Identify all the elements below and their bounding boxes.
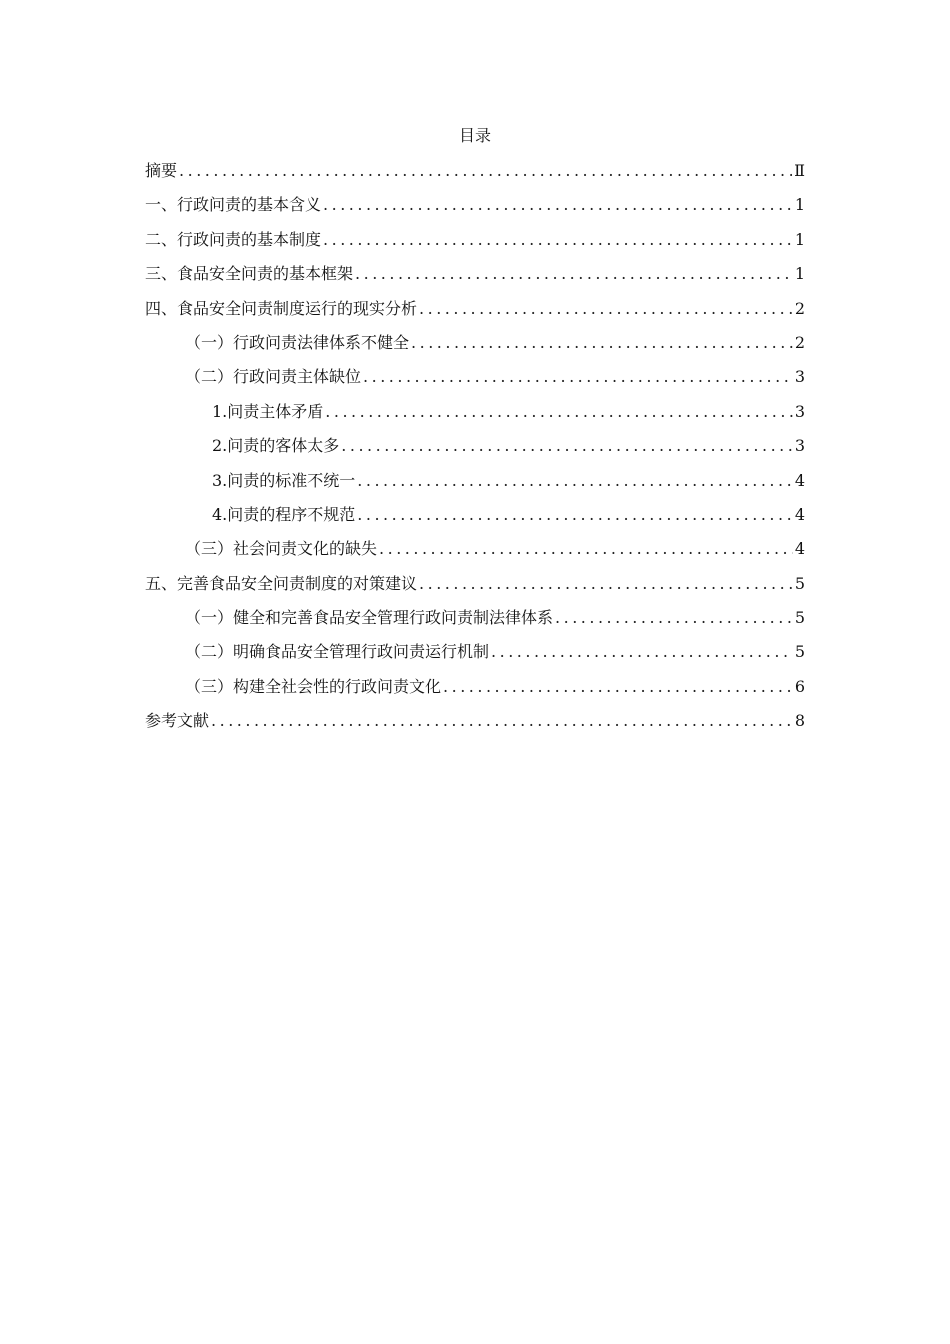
toc-dot-leader xyxy=(179,154,792,188)
toc-page-number: 1 xyxy=(794,195,805,215)
toc-entry-text: 2.问责的客体太多 xyxy=(212,436,340,456)
toc-dot-leader xyxy=(341,429,793,463)
toc-page-number: 1 xyxy=(794,264,805,284)
toc-dot-leader xyxy=(357,498,793,532)
toc-dot-leader xyxy=(355,257,793,291)
toc-page-number: 4 xyxy=(794,470,805,490)
toc-entry[interactable] xyxy=(145,360,805,394)
toc-entry-text: 1.问责主体矛盾 xyxy=(212,401,324,421)
toc-dot-leader xyxy=(419,567,793,601)
toc-dot-leader xyxy=(357,464,793,498)
toc-entry-text: 一、行政问责的基本含义 xyxy=(145,195,322,215)
toc-entry-text: （一）行政问责法律体系不健全 xyxy=(185,332,410,352)
toc-entry-text: （三）构建全社会性的行政问责文化 xyxy=(185,676,442,696)
toc-entry[interactable] xyxy=(145,704,805,738)
toc-entry[interactable] xyxy=(145,429,805,463)
toc-entry-text: （二）行政问责主体缺位 xyxy=(185,367,362,387)
toc-entry[interactable] xyxy=(145,188,805,222)
toc-entry[interactable] xyxy=(145,223,805,257)
toc-page-number: 8 xyxy=(794,711,805,731)
toc-page-number: 1 xyxy=(794,229,805,249)
toc-entry[interactable] xyxy=(145,154,805,188)
toc-entry-text: 二、行政问责的基本制度 xyxy=(145,229,322,249)
toc-entry-text: 参考文献 xyxy=(145,711,210,731)
toc-page-number: 5 xyxy=(794,608,805,628)
toc-dot-leader xyxy=(211,704,793,738)
toc-entry-text: （一）健全和完善食品安全管理行政问责制法律体系 xyxy=(185,608,554,628)
toc-dot-leader xyxy=(379,532,793,566)
toc-dot-leader xyxy=(411,326,793,360)
toc-entry[interactable] xyxy=(145,532,805,566)
toc-entry[interactable] xyxy=(145,326,805,360)
toc-page-number: 6 xyxy=(794,676,805,696)
toc-page-number: 3 xyxy=(794,367,805,387)
toc-dot-leader xyxy=(363,360,793,394)
toc-entry[interactable] xyxy=(145,601,805,635)
toc-dot-leader xyxy=(443,670,793,704)
toc-page-number: 3 xyxy=(794,436,805,456)
toc-title: 目录 xyxy=(458,126,491,145)
toc-page-number: 2 xyxy=(794,298,805,318)
toc-page-number: 4 xyxy=(794,539,805,559)
toc-dot-leader xyxy=(323,223,793,257)
toc-entry[interactable] xyxy=(145,567,805,601)
toc-dot-leader xyxy=(325,395,793,429)
toc-entry-text: 3.问责的标准不统一 xyxy=(212,470,356,490)
toc-page-number: 3 xyxy=(794,401,805,421)
toc-page-number: Ⅱ xyxy=(794,161,805,180)
toc-entry-text: （二）明确食品安全管理行政问责运行机制 xyxy=(185,642,490,662)
toc-entry-text: 五、完善食品安全问责制度的对策建议 xyxy=(145,573,418,593)
toc-dot-leader xyxy=(419,292,793,326)
toc-page-number: 4 xyxy=(794,504,805,524)
toc-entry[interactable] xyxy=(145,498,805,532)
toc-page-number: 2 xyxy=(794,332,805,352)
toc-entry-text: 摘要 xyxy=(145,161,178,180)
toc-entry-text: 三、食品安全问责的基本框架 xyxy=(145,264,354,284)
toc-entry[interactable] xyxy=(145,670,805,704)
toc-entry-text: 4.问责的程序不规范 xyxy=(212,504,356,524)
toc-entry[interactable] xyxy=(145,257,805,291)
toc-dot-leader xyxy=(323,188,793,222)
toc-page-number: 5 xyxy=(794,642,805,662)
toc-entry[interactable] xyxy=(145,395,805,429)
toc-entry[interactable] xyxy=(145,635,805,669)
toc-entry[interactable] xyxy=(145,464,805,498)
toc-entry[interactable] xyxy=(145,292,805,326)
table-of-contents xyxy=(145,154,805,739)
toc-dot-leader xyxy=(491,635,793,669)
toc-entry-text: 四、食品安全问责制度运行的现实分析 xyxy=(145,298,418,318)
toc-dot-leader xyxy=(555,601,793,635)
toc-page-number: 5 xyxy=(794,573,805,593)
toc-entry-text: （三）社会问责文化的缺失 xyxy=(185,539,378,559)
